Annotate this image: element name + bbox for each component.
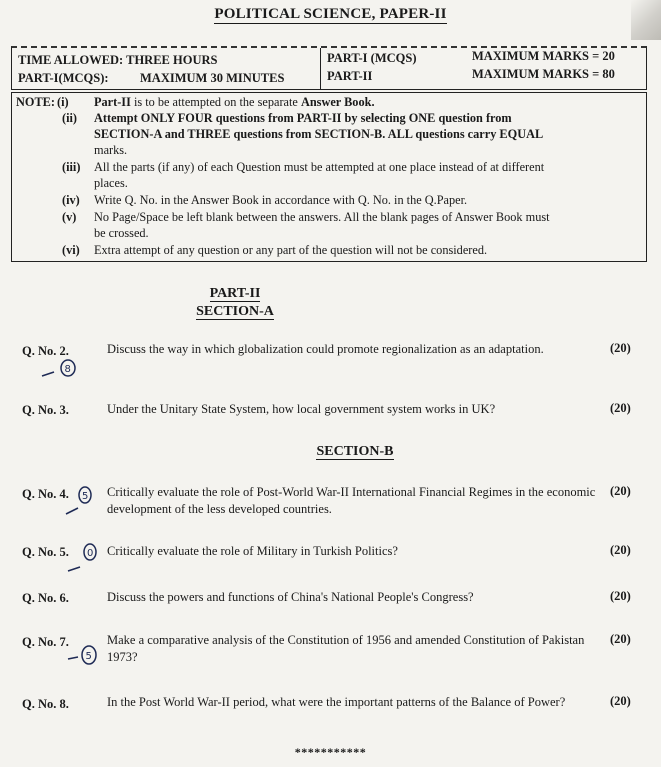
question-marks: (20) <box>610 589 631 603</box>
question-text: Under the Unitary State System, how local government system works in UK? <box>107 402 496 416</box>
part1-label: PART-I (MCQS) <box>327 51 417 65</box>
question-number: Q. No. 3. <box>22 403 69 417</box>
note-item-ii-line1: Attempt ONLY FOUR questions from PART-II by selecting ONE question from <box>94 111 512 125</box>
svg-text:5: 5 <box>82 491 89 502</box>
question-number: Q. No. 7. <box>22 635 69 649</box>
question-marks: (20) <box>610 484 631 498</box>
question-marks: (20) <box>610 694 631 708</box>
note-item-ii-line2: SECTION-A and THREE questions from SECTION-B. ALL questions carry EQUAL <box>94 127 544 141</box>
question-text: Discuss the powers and functions of China's National People's Congress? <box>107 590 474 604</box>
question-text: Make a comparative analysis of the Constitution of 1956 and amended Constitution of Pakistan 1973? <box>107 633 585 664</box>
question-marks: (20) <box>610 401 631 415</box>
note-item-iv-line1: Write Q. No. in the Answer Book in accordance with Q. No. in the Q.Paper. <box>94 193 468 207</box>
part1-time-value: MAXIMUM 30 MINUTES <box>140 71 285 85</box>
paper-title: POLITICAL SCIENCE, PAPER-II <box>214 6 447 22</box>
question-text: In the Post World War-II period, what were the important patterns of the Balance of Power? <box>107 695 566 709</box>
note-num-iii: (iii) <box>62 160 81 174</box>
svg-text:0: 0 <box>87 548 94 559</box>
question-marks: (20) <box>610 341 631 355</box>
part1-time-label: PART-I(MCQS): <box>18 71 109 85</box>
question-number: Q. No. 2. <box>22 344 69 358</box>
note-label: NOTE: <box>16 95 55 109</box>
note-num-ii: (ii) <box>62 111 78 125</box>
note-item-iii-line2: places. <box>94 176 128 190</box>
question-number: Q. No. 5. <box>22 545 69 559</box>
question-number: Q. No. 4. <box>22 487 69 501</box>
note-item-v-line2: be crossed. <box>94 226 149 240</box>
question-number: Q. No. 8. <box>22 697 69 711</box>
note-num-v: (v) <box>62 210 77 224</box>
section-b-heading: SECTION-B <box>316 444 394 459</box>
note-item-vi-line1: Extra attempt of any question or any part of the question will not be considered. <box>94 243 488 257</box>
note-item-ii-line3: marks. <box>94 143 128 157</box>
svg-text:5: 5 <box>85 651 92 662</box>
pen-mark-q4 <box>58 484 98 522</box>
part2-label: PART-II <box>327 69 373 83</box>
question-text: Critically evaluate the role of Military in Turkish Politics? <box>107 544 398 558</box>
svg-text:8: 8 <box>64 364 71 375</box>
question-marks: (20) <box>610 632 631 646</box>
part-heading: PART-II <box>209 286 261 301</box>
exam-header-box <box>11 46 647 90</box>
note-num-iv: (iv) <box>62 193 80 207</box>
pen-mark-q5 <box>62 541 102 579</box>
end-marker: *********** <box>294 745 367 759</box>
note-num-i: (i) <box>57 95 69 109</box>
header-divider <box>320 48 321 89</box>
question-text: Discuss the way in which globalization could promote regionalization as an adaptation. <box>107 342 544 356</box>
question-text: Critically evaluate the role of Post-World War-II International Financial Regimes in the economic development of the less developed countries. <box>107 485 596 516</box>
pen-mark-q7 <box>66 641 106 675</box>
pen-mark-q2 <box>40 356 100 384</box>
instructions-box <box>11 92 647 262</box>
time-allowed: TIME ALLOWED: THREE HOURS <box>18 53 218 67</box>
note-item-v-line1: No Page/Space be left blank between the answers. All the blank pages of Answer Book must <box>94 210 550 224</box>
question-marks: (20) <box>610 543 631 557</box>
question-number: Q. No. 6. <box>22 591 69 605</box>
part1-max-marks: MAXIMUM MARKS = 20 <box>472 49 615 63</box>
section-a-heading: SECTION-A <box>196 304 274 319</box>
note-item-iii-line1: All the parts (if any) of each Question must be attempted at one place instead of at different <box>94 160 545 174</box>
part2-max-marks: MAXIMUM MARKS = 80 <box>472 67 615 81</box>
note-item-i: Part-II is to be attempted on the separate Answer Book. <box>94 95 375 109</box>
note-num-vi: (vi) <box>62 243 80 257</box>
